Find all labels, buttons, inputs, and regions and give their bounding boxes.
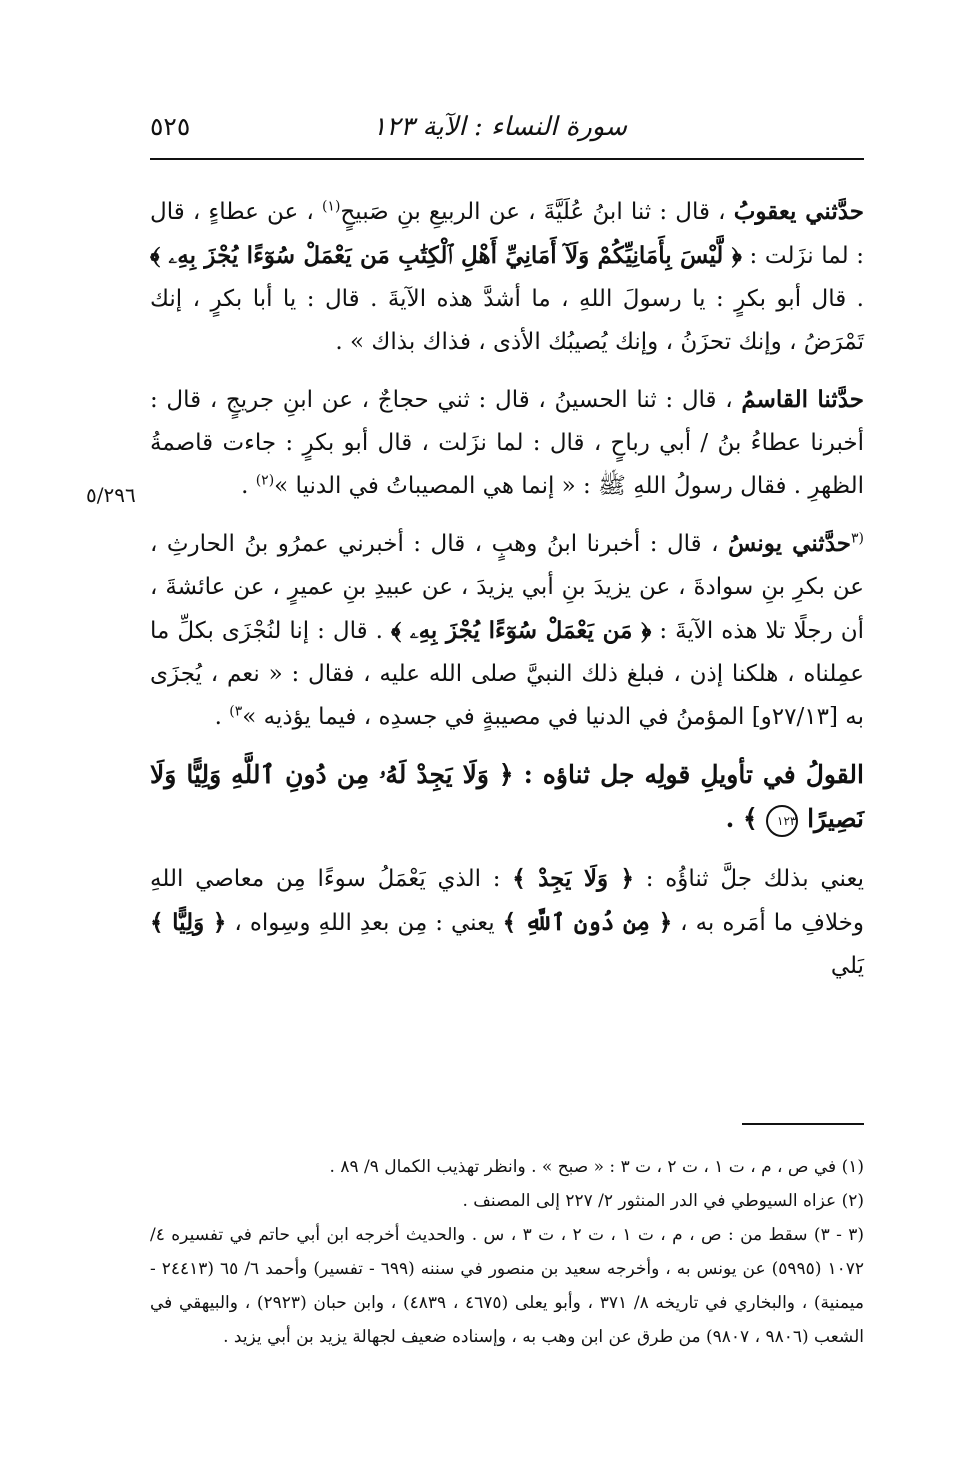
- footnote-divider: [742, 1123, 864, 1125]
- running-title: سورة النساء : الآية ١٢٣: [372, 112, 627, 142]
- margin-reference: ٥/٢٩٦: [86, 483, 136, 507]
- page-number: ٥٢٥: [150, 112, 191, 141]
- paragraph-text: ، عن عطاءٍ ، قال : لما نزَلت :: [150, 199, 864, 269]
- quran-verse: ﴿ مِن دُونِ ٱللَّهِ ﴾: [502, 909, 673, 936]
- footnote-marker: (٣: [851, 530, 864, 547]
- isnad-lead: حدَّثني يعقوبُ: [733, 198, 865, 225]
- paragraph-4: [150, 857, 864, 988]
- footnote-3: (٣ - ٣) سقط من : ص ، م ، ت ١ ، ت ٢ ، ت ٣ ، س . والحديث أخرجه ابن أبي حاتم في تفسيره ٤/ ١٠٧٢ (٥٩٩٥) عن يونس به ، وأخرجه سعيد بن منصور في سننه (٦٩٩ - تفسير) وأحمد ٦/ ٦٥ (٢٤٤١٣ - ميمنية) ، والبخاري في تاريخه ٨/ ٣٧١ ، وأبو يعلى (٤٦٧٥ ، ٤٨٣٩) ، وابن حبان (٢٩٢٣) ، والبيهقي في الشعب (٩٨٠٦ ، ٩٨٠٧) من طرق عن ابن وهب به ، وإسناده ضعيف لجهالة يزيد بن أبي يزيد .: [150, 1225, 865, 1347]
- section-heading: [150, 753, 864, 841]
- paragraph-3: [150, 522, 864, 739]
- quran-verse: ﴿ وَلَا يَجِدْ لَهُۥ مِن دُونِ ٱللَّهِ وَلِيًّا وَلَا نَصِيرًا: [150, 760, 864, 833]
- quran-verse: ﴿ لَّيْسَ بِأَمَانِيِّكُمْ وَلَآ أَمَانِيِّ أَهْلِ ٱلْكِتَٰبِ مَن يَعْمَلْ سُوٓءًا يُجْزَ بِهِۦ ﴾: [150, 242, 742, 269]
- paragraph-text: .: [241, 473, 249, 499]
- paragraph-text: ، قال : ثنا ابنُ عُلَيَّةَ ، عن الربيعِ بنِ صَبيحٍ: [340, 199, 726, 225]
- paragraph-text: يعني بذلك جلَّ ثناؤُه :: [633, 866, 864, 892]
- paragraph-text: ، قال : أخبرنا ابنُ وهبٍ ، قال : أخبرني عمرُو بنُ الحارثِ ، عن بكرِ بنِ سوادةَ ، عن يزيدَ بنِ أبي يزيدَ ، عن عبيدِ بنِ عميرٍ ، عن عائشةَ ، أن رجلًا تلا هذه الآيةَ :: [150, 531, 865, 644]
- footnote-marker: (١): [321, 198, 341, 215]
- paragraph-2: [150, 378, 864, 508]
- footnote-2: (٢) عزاه السيوطي في الدر المنثور ٢/ ٢٢٧ إلى المصنف .: [462, 1191, 864, 1211]
- verse-number-badge: ١٢٣: [766, 805, 798, 837]
- main-text: [150, 190, 864, 1002]
- page-header: [150, 112, 862, 152]
- footnote-marker: (٢): [255, 472, 275, 489]
- paragraph-text: ، قال : ثنا الحسينُ ، قال : ثني حجاجٌ ، عن ابنِ جريجٍ ، قال : أخبرنا عطاءُ بنُ / أبي رباحٍ ، قال : لما نزَلت ، قال أبو بكرٍ : جاءت قاصمةُ الظهرِ . فقال رسولُ اللهِ ﷺ : « إنما هي المصيباتُ في الدنيا »: [150, 387, 864, 499]
- isnad-lead: حدَّثنا القاسمُ: [741, 386, 864, 413]
- footnote-1: (١) في ص ، م ، ت ١ ، ت ٢ ، ت ٣ : « صبح » . وانظر تهذيب الكمال ٩/ ٨٩ .: [329, 1157, 864, 1177]
- footnote-marker: ٣): [229, 703, 243, 720]
- paragraph-1: [150, 190, 864, 364]
- isnad-lead: حدَّثني يونسُ: [728, 530, 851, 557]
- paragraph-text: .: [214, 704, 222, 730]
- paragraph-text: . قال : إنا لنُجْزَى بكلِّ ما عمِلناه ، هلكنا إذن ، فبلغ ذلك النبيَّ صلى الله عليه ، فقال : « نعم ، يُجزَى به [٢٧/١٣و] المؤمنُ في الدنيا في مصيبةٍ في جسدِه ، فيما يؤذيه »: [150, 618, 864, 730]
- heading-text: القولُ في تأويلِ قولِه جل ثناؤه :: [513, 760, 864, 789]
- quran-verse: ﴿ مَن يَعْمَلْ سُوٓءًا يُجْزَ بِهِۦ ﴾: [390, 617, 652, 644]
- header-divider: [150, 158, 864, 160]
- paragraph-text: : الذي يَعْمَلُ سوءًا مِن معاصي اللهِ وخلافِ ما أمَره به ،: [150, 866, 864, 936]
- footnotes: [150, 1150, 864, 1354]
- quran-verse: ﴿ وَلَا يَجِدْ ﴾: [512, 865, 634, 892]
- paragraph-text: . قال أبو بكرٍ : يا رسولَ اللهِ ، ما أشدَّ هذه الآيةَ . قال : يا أبا بكرٍ ، إنك تَمْرَضُ ، وإنك تحزَنُ ، وإنك يُصيبُك الأذى ، فذاك بذاك » .: [150, 286, 864, 355]
- paragraph-text: يعني : مِن بعدِ اللهِ وسِواه ،: [226, 910, 495, 936]
- heading-close: ﴾ .: [725, 804, 758, 833]
- quran-verse: ﴿ وَلِيًّا ﴾: [150, 909, 227, 936]
- paragraph-text: يَلي: [830, 953, 864, 979]
